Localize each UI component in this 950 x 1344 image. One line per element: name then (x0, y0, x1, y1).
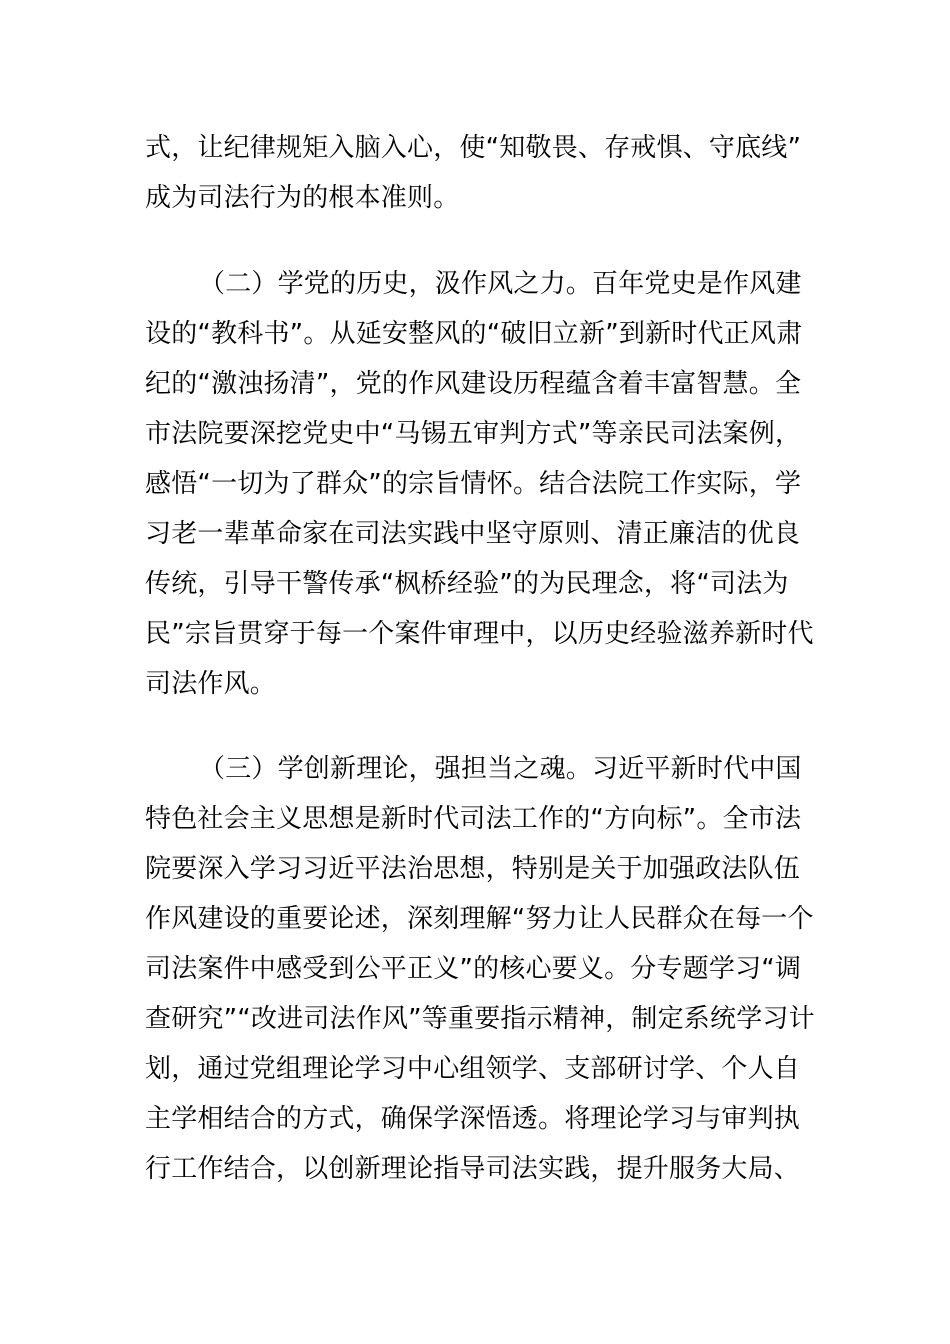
text-line: 划，通过党组理论学习中心组领学、支部研讨学、个人自 (145, 1054, 801, 1084)
section-heading-line: （二）学党的历史，汲作风之力。百年党史是作风建 (199, 269, 802, 299)
text-line: 纪的“激浊扬清”，党的作风建设历程蕴含着丰富智慧。全 (145, 369, 802, 399)
text-line: 作风建设的重要论述，深刻理解“努力让人民群众在每一个 (145, 904, 814, 934)
text-line: 司法案件中感受到公平正义”的核心要义。分专题学习“调 (145, 954, 802, 984)
text-line: 特色社会主义思想是新时代司法工作的“方向标”。全市法 (145, 804, 802, 834)
text-line: 感悟“一切为了群众”的宗旨情怀。结合法院工作实际，学 (145, 469, 802, 499)
text-line: 式，让纪律规矩入脑入心，使“知敬畏、存戒惧、守底线” (145, 133, 802, 163)
text-line: 市法院要深挖党史中“马锡五审判方式”等亲民司法案例， (145, 419, 802, 449)
paragraph-section-3 (145, 744, 815, 1194)
text-line: 民”宗旨贯穿于每一个案件审理中，以历史经验滋养新时代 (145, 619, 814, 649)
text-line: 司法作风。 (145, 669, 277, 699)
text-line: 查研究”“改进司法作风”等重要指示精神，制定系统学习计 (145, 1004, 815, 1034)
text-line: 成为司法行为的根本准则。 (145, 183, 460, 213)
text-line: 习老一辈革命家在司法实践中坚守原则、清正廉洁的优良 (145, 519, 801, 549)
text-line: 院要深入学习习近平法治思想，特别是关于加强政法队伍 (145, 854, 801, 884)
text-line: 主学相结合的方式，确保学深悟透。将理论学习与审判执 (145, 1104, 801, 1134)
paragraph-continuation (145, 123, 805, 223)
paragraph-section-2 (145, 259, 814, 709)
text-line: 行工作结合，以创新理论指导司法实践，提升服务大局、 (145, 1154, 801, 1184)
text-line: 设的“教科书”。从延安整风的“破旧立新”到新时代正风肃 (145, 319, 803, 349)
section-heading-line: （三）学创新理论，强担当之魂。习近平新时代中国 (199, 754, 802, 784)
text-line: 传统，引导干警传承“枫桥经验”的为民理念，将“司法为 (145, 569, 789, 599)
